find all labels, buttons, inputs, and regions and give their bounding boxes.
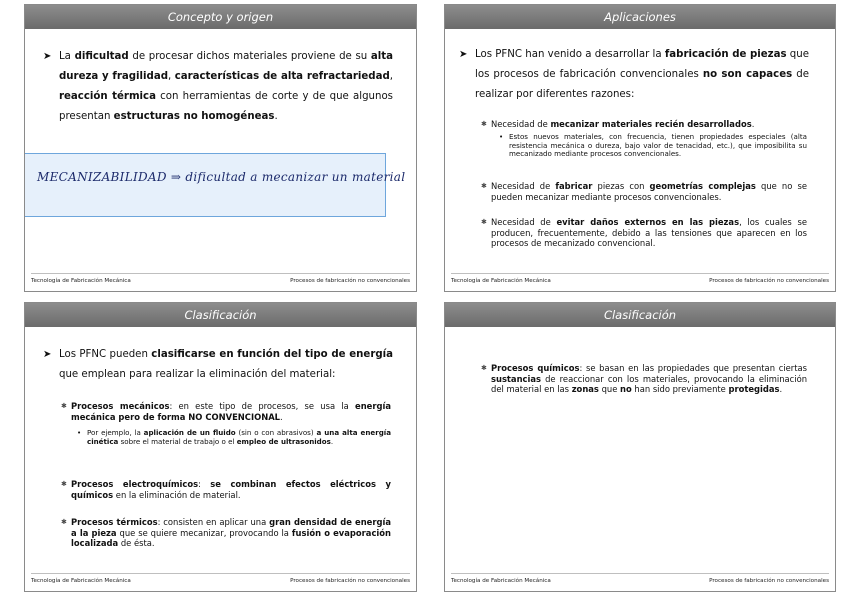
footer-left: Tecnología de Fabricación Mecánica <box>451 578 551 584</box>
footer-right: Procesos de fabricación no convencionales <box>290 578 410 584</box>
arrow-bullet-icon: ➤ <box>459 49 468 60</box>
paragraph-text: La dificultad de procesar dichos materiales proviene de su alta dureza y fragilidad, características de alta refractariedad, reacción térmica con herramientas de corte y de que algunos presentan estructuras no homogéneas. <box>59 51 393 122</box>
list-item-text: Necesidad de mecanizar materiales recién desarrollados. <box>491 119 755 129</box>
slide-footer <box>31 573 410 588</box>
star-bullet-icon: ✱ <box>61 518 67 526</box>
list-item <box>481 217 807 249</box>
handwritten-note: MECANIZABILIDAD ⇒ dificultad a mecanizar un material <box>37 170 406 184</box>
list-item-text: Procesos mecánicos: en este tipo de procesos, se usa la energía mecánica pero de forma NO CONVENCIONAL. <box>71 401 391 422</box>
list-item <box>481 119 807 130</box>
star-bullet-icon: ✱ <box>481 182 487 190</box>
list-item <box>61 479 391 500</box>
star-bullet-icon: ✱ <box>481 120 487 128</box>
slide-body <box>445 327 835 573</box>
star-bullet-icon: ✱ <box>481 218 487 226</box>
sub-list-item <box>499 133 807 159</box>
list-item <box>61 401 391 422</box>
sub-list-item-text: Por ejemplo, la aplicación de un fluido (sin o con abrasivos) a una alta energía cinética sobre el material de trabajo o el empleo de ultrasonidos. <box>87 428 392 446</box>
list-item-text: Necesidad de fabricar piezas con geometrías complejas que no se pueden mecanizar mediante procesos convencionales. <box>491 181 807 202</box>
slide-footer <box>451 573 829 588</box>
paragraph <box>43 345 393 385</box>
slide-title: Clasificación <box>25 303 416 327</box>
arrow-bullet-icon: ➤ <box>43 349 52 360</box>
slide-body <box>25 327 416 573</box>
slide-title: Clasificación <box>445 303 835 327</box>
star-bullet-icon: ✱ <box>481 364 487 372</box>
list-item-text: Procesos electroquímicos: se combinan efectos eléctricos y químicos en la eliminación de material. <box>71 479 391 500</box>
list-item <box>481 181 807 202</box>
dot-bullet-icon: • <box>499 133 504 141</box>
paragraph-text: Los PFNC pueden clasificarse en función del tipo de energía que emplean para realizar la eliminación del material: <box>59 349 394 380</box>
footer-right: Procesos de fabricación no convencionales <box>709 278 829 284</box>
star-bullet-icon: ✱ <box>61 480 67 488</box>
slide-body <box>25 29 416 273</box>
slide-clasificacion-1 <box>24 302 417 592</box>
slide-footer <box>451 273 829 288</box>
footer-left: Tecnología de Fabricación Mecánica <box>451 278 551 284</box>
footer-left: Tecnología de Fabricación Mecánica <box>31 578 131 584</box>
dot-bullet-icon: • <box>77 429 82 437</box>
sub-list-item-text: Estos nuevos materiales, con frecuencia, tienen propiedades especiales (alta resistencia mecánica o dureza, bajo valor de tenacidad, etc.), que imposibilita su mecanizado mediante procesos convencionales. <box>509 132 807 159</box>
slide-clasificacion-2 <box>444 302 836 592</box>
paragraph-text: Los PFNC han venido a desarrollar la fabricación de piezas que los procesos de fabricación convencionales no son capaces de realizar por diferentes razones: <box>475 49 809 100</box>
list-item <box>481 363 807 395</box>
handwritten-note-box <box>24 153 406 217</box>
slide-body <box>445 29 835 273</box>
sub-list-item <box>77 429 391 446</box>
slide-concepto-origen <box>24 4 417 292</box>
slide-title: Aplicaciones <box>445 5 835 29</box>
list-item-text: Procesos químicos: se basan en las propiedades que presentan ciertas sustancias de reaccionar con los materiales, provocando la eliminación del material en las zonas que no han sido previamente protegidas. <box>491 363 807 394</box>
list-item-text: Procesos térmicos: consisten en aplicar una gran densidad de energía a la pieza que se quiere mecanizar, provocando la fusión o evaporación localizada de ésta. <box>71 517 392 548</box>
footer-right: Procesos de fabricación no convencionales <box>290 278 410 284</box>
footer-right: Procesos de fabricación no convencionales <box>709 578 829 584</box>
slide-aplicaciones <box>444 4 836 292</box>
slide-footer <box>31 273 410 288</box>
footer-left: Tecnología de Fabricación Mecánica <box>31 278 131 284</box>
slide-title: Concepto y origen <box>25 5 416 29</box>
list-item <box>61 517 391 549</box>
paragraph <box>43 47 393 127</box>
star-bullet-icon: ✱ <box>61 402 67 410</box>
paragraph <box>459 45 809 105</box>
arrow-bullet-icon: ➤ <box>43 51 52 62</box>
list-item-text: Necesidad de evitar daños externos en las piezas, los cuales se producen, frecuentemente, debido a las tensiones que aparecen en los procesos de mecanizado convencional. <box>491 217 807 248</box>
